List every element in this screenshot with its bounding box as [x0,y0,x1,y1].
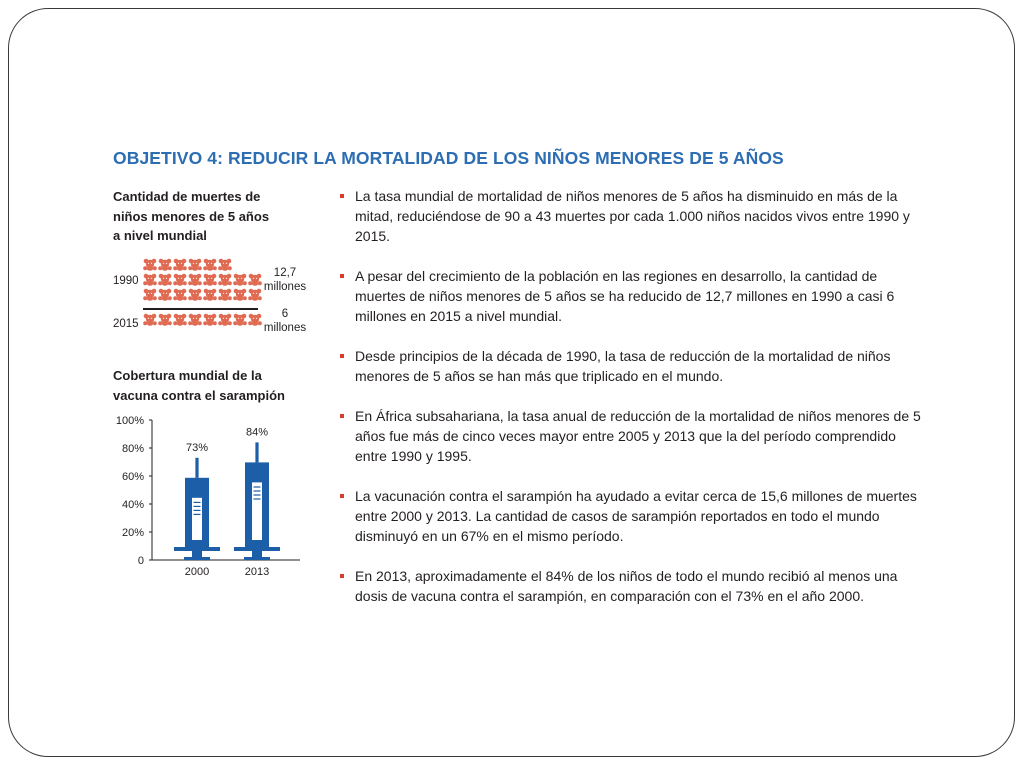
x-tick-label: 2000 [184,566,210,578]
teddy-bear-icon [173,258,187,271]
pictogram-row [143,258,232,271]
vaccine-coverage-chart [110,412,310,587]
page-title: OBJETIVO 4: REDUCIR LA MORTALIDAD DE LOS NIÑOS MENORES DE 5 AÑOS [113,148,784,168]
bullet-item: La tasa mundial de mortalidad de niños menores de 5 años ha disminuido en más de la mitad, reduciéndose de 90 a 43 muertes por cada 1.000 niños nacidos vivos entre 1990 y 2015. [340,186,930,246]
vaccine-heading: Cobertura mundial de la vacuna contra el sarampión [113,368,285,403]
teddy-bear-icon [158,313,172,326]
syringe-flange [234,547,280,551]
teddy-bear-icon [188,273,202,286]
y-tick-label: 60% [121,471,144,483]
deaths-heading: Cantidad de muertes de niños menores de 5 años a nivel mundial [113,189,270,243]
y-tick-label: 40% [121,499,144,511]
teddy-bear-icon [143,313,157,326]
syringe-plunger-head [244,557,270,560]
teddy-bear-icon [158,258,172,271]
teddy-bear-icon [233,313,247,326]
teddy-bear-icon [143,288,157,301]
syringe-plunger-rod [252,551,262,557]
syringe-needle [195,458,198,478]
bullet-item: En 2013, aproximadamente el 84% de los niños de todo el mundo recibió al menos una dosis de vacuna contra el sarampión, en comparación con el 73% en el año 2000. [340,566,930,606]
teddy-bear-icon [188,258,202,271]
teddy-bear-icon [203,258,217,271]
syringe-tick [254,498,261,499]
teddy-bear-icon [188,288,202,301]
data-label: 73% [185,441,209,454]
teddy-bear-icon [158,288,172,301]
bullet-item: Desde principios de la década de 1990, la tasa de reducción de la mortalidad de niños menores de 5 años se han más que triplicado en el mundo. [340,346,930,386]
syringe-flange [174,547,220,551]
pictogram-year-1990: 1990 [113,275,139,287]
x-tick-label: 2013 [244,566,270,578]
pictogram-value-number: 12,7 [273,267,297,279]
teddy-bear-icon [203,288,217,301]
bullet-item: A pesar del crecimiento de la población en las regiones en desarrollo, la cantidad de muertes de niños menores de 5 años se ha reducido de 12,7 millones en 1990 a casi 6 millones en 2015 a nivel mundial. [340,266,930,326]
data-label: 84% [245,426,269,439]
pictogram-value-2015 [262,307,308,335]
syringe-tick [194,506,201,507]
teddy-bear-icon [233,288,247,301]
teddy-bear-icon [203,273,217,286]
syringe-plunger-head [184,557,210,560]
syringe-tick [254,486,261,487]
pictogram-value-number: 6 [281,308,289,320]
pictogram-divider [143,308,258,310]
teddy-bear-icon [203,313,217,326]
teddy-bear-icon [233,273,247,286]
pictogram-value-1990 [262,266,308,294]
teddy-bear-icon [143,273,157,286]
syringe-plunger-rod [192,551,202,557]
pictogram-value-unit: millones [263,322,307,334]
teddy-bear-icon [218,258,232,271]
teddy-bear-icon [218,288,232,301]
y-tick-label: 80% [121,443,144,455]
y-tick-label: 100% [115,415,144,427]
syringe-window [192,498,202,540]
teddy-bear-icon [158,273,172,286]
pictogram-row [143,273,262,286]
syringe-tick [194,510,201,511]
y-tick-label: 0 [137,555,144,567]
syringe-tick [194,502,201,503]
bullet-list [340,186,930,626]
teddy-bear-icon [143,258,157,271]
teddy-bear-icon [218,273,232,286]
syringe-tick [254,490,261,491]
syringe-tick [254,494,261,495]
pictogram-value-unit: millones [263,281,307,293]
teddy-bear-icon [188,313,202,326]
teddy-bear-icon [248,313,262,326]
y-tick-label: 20% [121,527,144,539]
pictogram-row [143,313,262,326]
bullet-item: En África subsahariana, la tasa anual de reducción de la mortalidad de niños menores de 5 años fue más de cinco veces mayor entre 2005 y 2013 que la del período comprendido entre 1990 y 1995. [340,406,930,466]
syringe-needle [255,442,258,462]
teddy-bear-icon [173,288,187,301]
teddy-bear-icon [173,273,187,286]
pictogram-row [143,288,262,301]
teddy-bear-icon [248,273,262,286]
pictogram-year-2015: 2015 [113,318,139,330]
bullet-item: La vacunación contra el sarampión ha ayudado a evitar cerca de 15,6 millones de muertes entre 2000 y 2013. La cantidad de casos de sarampión reportados en todo el mundo disminuyó en un 67% en el mismo período. [340,486,930,546]
teddy-bear-icon [248,288,262,301]
teddy-bear-icon [173,313,187,326]
syringe-tick [194,514,201,515]
teddy-bear-icon [218,313,232,326]
